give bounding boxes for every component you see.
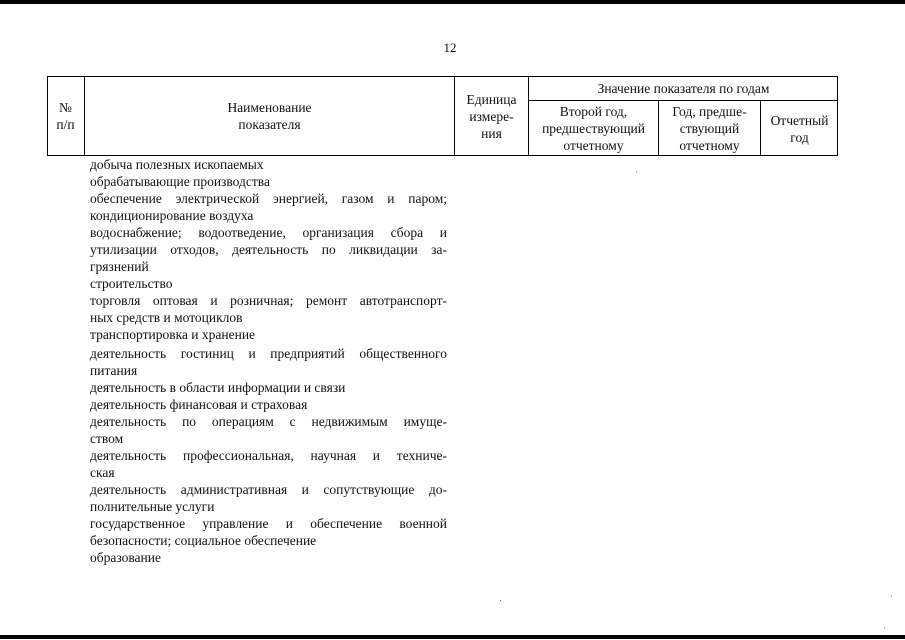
list-item: строительство (90, 276, 173, 291)
top-border (0, 0, 905, 4)
list-item: грязнений (90, 259, 149, 274)
list-item: образование (90, 550, 161, 565)
header-report-year: Отчетный год (770, 112, 829, 145)
list-item: торговля оптовая и розничная; ремонт автотранспорт- (90, 293, 447, 308)
list-item: полнительные услуги (90, 499, 215, 514)
header-prior-year: Год, предше- ствующий отчетному (672, 104, 747, 153)
list-item: безопасности; социальное обеспечение (90, 533, 317, 548)
list-item: утилизации отходов, деятельность по ликвидации за- (90, 242, 447, 257)
scan-speck (500, 600, 501, 601)
scan-speck (884, 627, 885, 628)
list-item: ных средств и мотоциклов (90, 310, 243, 325)
header-unit: Единица измере- ния (466, 91, 517, 141)
list-item: деятельность профессиональная, научная и техниче- (90, 448, 447, 463)
header-name: Наименование показателя (227, 100, 312, 132)
list-item: водоснабжение; водоотведение, организация сбора и (90, 225, 447, 240)
header-second-prior-year: Второй год, предшествующий отчетному (542, 104, 645, 153)
scan-speck (636, 171, 637, 172)
bottom-border (0, 635, 905, 639)
list-item: деятельность по операциям с недвижимым имуще- (90, 414, 447, 429)
list-item: ством (90, 431, 124, 446)
list-item: государственное управление и обеспечение военной (90, 516, 447, 531)
page-number: 12 (443, 40, 457, 55)
list-item: деятельность гостиниц и предприятий общественного (90, 346, 447, 361)
list-item: транспортировка и хранение (90, 327, 256, 342)
list-item: добыча полезных ископаемых (90, 157, 264, 172)
list-item: деятельность финансовая и страховая (90, 397, 308, 412)
list-item: деятельность в области информации и связи (90, 380, 346, 395)
header-values-group: Значение показателя по годам (597, 81, 770, 96)
list-item: обрабатывающие производства (90, 174, 270, 189)
scan-speck (891, 596, 892, 597)
list-item: обеспечение электрической энергией, газом и паром; (90, 191, 447, 206)
list-item: питания (90, 363, 138, 378)
list-item: ская (90, 465, 115, 480)
header-num: № п/п (56, 100, 75, 132)
list-item: деятельность административная и сопутствующие до- (90, 482, 447, 497)
list-item: кондиционирование воздуха (90, 208, 254, 223)
